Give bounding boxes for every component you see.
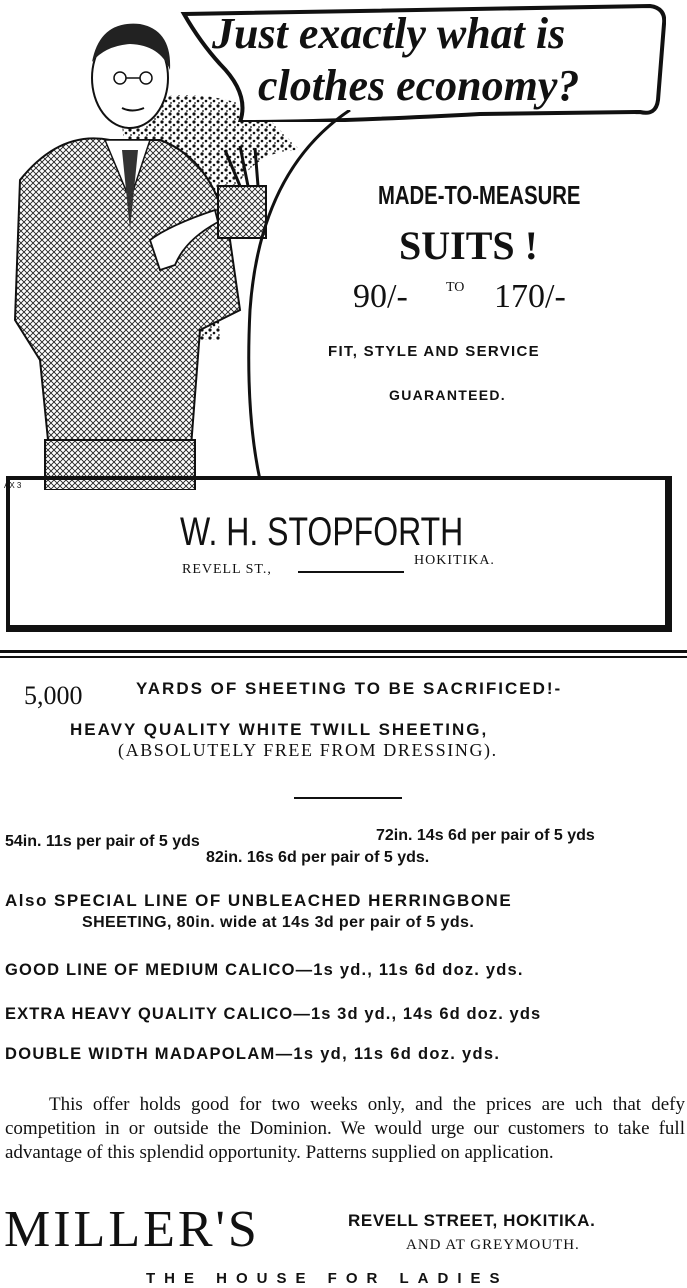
separator-rule-thin — [0, 656, 687, 658]
business-name: W. H. STOPFORTH — [180, 510, 464, 554]
branch-location: AND AT GREYMOUTH. — [406, 1237, 580, 1253]
calico-heavy: EXTRA HEAVY QUALITY CALICO—1s 3d yd., 14s 6d doz. yds — [5, 1005, 542, 1023]
suits-heading: SUITS ! — [399, 223, 538, 268]
herringbone-line-1: Also SPECIAL LINE OF UNBLEACHED HERRINGBONE — [5, 891, 513, 910]
sheeting-headline: YARDS OF SHEETING TO BE SACRIFICED!- — [136, 679, 563, 698]
price-high: 170/- — [494, 278, 566, 315]
artist-mark: AX 3 — [4, 481, 22, 490]
madapolam: DOUBLE WIDTH MADAPOLAM—1s yd, 11s 6d doz. yds. — [5, 1045, 501, 1063]
sheeting-count: 5,000 — [24, 681, 83, 710]
store-address: REVELL STREET, HOKITIKA. — [348, 1211, 596, 1230]
store-slogan: THE HOUSE FOR LADIES — [146, 1270, 509, 1287]
price-54in: 54in. 11s per pair of 5 yds — [5, 833, 200, 850]
offer-paragraph: This offer holds good for two weeks only, and the prices are uch that defy competition in or outside the Dominion. We would urge our customers to take full advantage of this splendid opportunity. Patterns supplied on application. — [5, 1094, 685, 1163]
dressing-note: (ABSOLUTELY FREE FROM DRESSING). — [118, 740, 498, 760]
guaranteed: GUARANTEED. — [389, 387, 506, 403]
decorative-arc — [240, 110, 360, 480]
price-low: 90/- — [353, 278, 408, 315]
headline-line-2: clothes economy? — [258, 61, 580, 110]
price-to: TO — [446, 280, 465, 295]
town-name: HOKITIKA. — [414, 553, 495, 568]
headline-line-1: Just exactly what is — [212, 9, 566, 58]
fit-style-service: FIT, STYLE AND SERVICE — [328, 343, 540, 360]
store-name: MILLER'S — [4, 1201, 260, 1258]
made-to-measure: MADE-TO-MEASURE — [378, 180, 581, 210]
separator-rule — [0, 650, 687, 653]
herringbone-line-2: SHEETING, 80in. wide at 14s 3d per pair of 5 yds. — [82, 914, 475, 931]
twill-heading: HEAVY QUALITY WHITE TWILL SHEETING, — [70, 720, 489, 739]
short-rule — [294, 797, 402, 799]
price-72in: 72in. 14s 6d per pair of 5 yds — [376, 827, 595, 844]
price-82in: 82in. 16s 6d per pair of 5 yds. — [206, 849, 430, 866]
address-dash — [298, 571, 404, 573]
calico-medium: GOOD LINE OF MEDIUM CALICO—1s yd., 11s 6d doz. yds. — [5, 961, 524, 979]
street-name: REVELL ST., — [182, 562, 272, 577]
